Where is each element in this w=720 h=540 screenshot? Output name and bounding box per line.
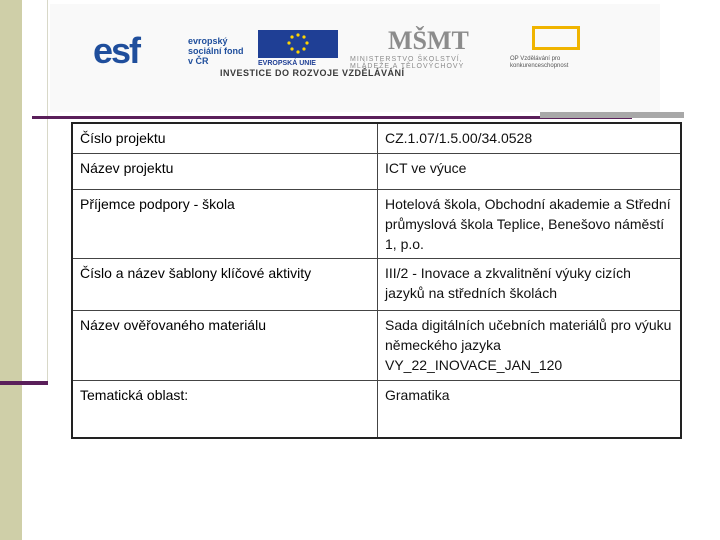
- left-decor-bar: [0, 0, 22, 540]
- table-row: [72, 153, 681, 189]
- esf-logo-mark: esf: [93, 30, 140, 71]
- investice-tagline: INVESTICE DO ROZVOJE VZDĚLÁVÁNÍ: [220, 68, 405, 78]
- esf-logo-text: evropský sociální fond v ČR: [188, 36, 244, 66]
- row-label: Název projektu: [72, 153, 378, 189]
- msmt-logo: [350, 26, 469, 70]
- table-row: [72, 380, 681, 438]
- project-info-table: [71, 122, 682, 439]
- table-row: [72, 189, 681, 258]
- table-row: [72, 123, 681, 153]
- table-row: [72, 310, 681, 380]
- row-value: ICT ve výuce: [378, 153, 682, 189]
- msmt-logo-mark: MŠMT: [388, 26, 469, 55]
- row-label: Název ověřovaného materiálu: [72, 310, 378, 380]
- msmt-logo-text: MINISTERSTVO ŠKOLSTVÍ, MLÁDEŽE A TĚLOVÝCHOVY: [350, 56, 465, 70]
- row-value: III/2 - Inovace a zkvalitnění výuky cizích jazyků na středních školách: [378, 258, 682, 310]
- logo-banner: [50, 4, 660, 112]
- opvk-logo-text: OP Vzdělávání pro konkurenceschopnost: [510, 56, 569, 69]
- opvk-logo-mark: [532, 26, 580, 50]
- eu-flag-icon: [258, 30, 338, 58]
- row-value: Sada digitálních učebních materiálů pro výuku německého jazyka VY_22_INOVACE_JAN_120: [378, 310, 682, 380]
- table-row: [72, 258, 681, 310]
- row-label: Číslo projektu: [72, 123, 378, 153]
- row-label: Příjemce podpory - škola: [72, 189, 378, 258]
- header-grey-rule: [540, 112, 684, 118]
- left-accent-rule: [0, 381, 48, 385]
- row-value: Gramatika: [378, 380, 682, 438]
- opvk-logo: [510, 26, 610, 70]
- row-value: CZ.1.07/1.5.00/34.0528: [378, 123, 682, 153]
- row-value: Hotelová škola, Obchodní akademie a Střední průmyslová škola Teplice, Benešovo náměstí 1, p.o.: [378, 189, 682, 258]
- row-label: Číslo a název šablony klíčové aktivity: [72, 258, 378, 310]
- left-divider-line: [47, 0, 48, 383]
- row-label: Tematická oblast:: [72, 380, 378, 438]
- eu-label: EVROPSKÁ UNIE: [258, 60, 316, 67]
- esf-logo: [93, 30, 253, 72]
